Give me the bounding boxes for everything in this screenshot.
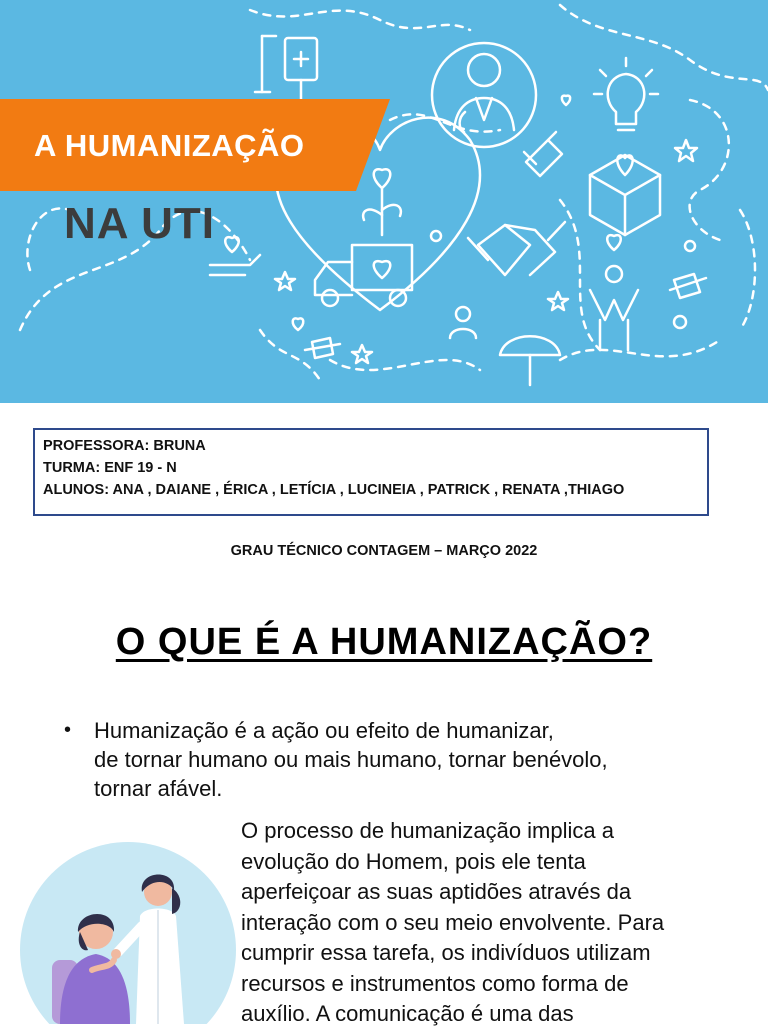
star-icon: [548, 292, 568, 310]
paragraph-line: auxílio. A comunicação é uma das: [241, 1001, 574, 1026]
lightbulb-icon: [594, 58, 658, 130]
star-icon: [275, 272, 295, 290]
care-illustration: [18, 840, 238, 1024]
section-title: O QUE É A HUMANIZAÇÃO?: [115, 621, 653, 663]
bullet-marker: •: [64, 719, 72, 741]
paragraph-line: O processo de humanização implica a: [241, 818, 614, 843]
syringe-icon: [524, 132, 562, 176]
hand-holding-heart-icon: [210, 237, 260, 275]
paragraph-line: cumprir essa tarefa, os indivíduos utilizam: [241, 940, 651, 965]
star-icon: [352, 345, 372, 363]
umbrella-icon: [500, 336, 560, 385]
handshake-icon: [468, 222, 565, 275]
star-icon: [675, 140, 697, 161]
syringe-icon: [670, 274, 706, 298]
class-line: TURMA: ENF 19 - N: [43, 460, 177, 476]
syringe-icon: [305, 338, 340, 358]
bullet-line: de tornar humano ou mais humano, tornar benévolo,: [94, 747, 608, 772]
paragraph-line: aperfeiçoar as suas aptidões através da: [241, 879, 632, 904]
institution-date: GRAU TÉCNICO CONTAGEM – MARÇO 2022: [230, 543, 538, 559]
cover-subtitle: NA UTI: [64, 199, 216, 248]
professor-line: PROFESSORA: BRUNA: [43, 438, 206, 454]
gift-box-icon: [590, 155, 660, 235]
class-info-box: [33, 428, 709, 516]
paragraph-line: recursos e instrumentos como forma de: [241, 970, 629, 996]
humanization-paragraph: [241, 816, 761, 1030]
bullet-line: Humanização é a ação ou efeito de humanizar,: [94, 718, 554, 743]
students-line: ALUNOS: ANA , DAIANE , ÉRICA , LETÍCIA , LUCINEIA , PATRICK , RENATA ,THIAGO: [43, 482, 625, 498]
cover-title: A HUMANIZAÇÃO: [34, 128, 305, 163]
bullet-line: tornar afável.: [94, 776, 223, 801]
definition-bullet: [94, 716, 734, 803]
cover-banner: [0, 0, 768, 403]
paragraph-line: interação com o seu meio envolvente. Para: [241, 909, 665, 935]
people-cheering-icon: [590, 266, 638, 350]
person-icon: [450, 307, 476, 338]
paragraph-line: evolução do Homem, pois ele tenta: [241, 848, 586, 874]
